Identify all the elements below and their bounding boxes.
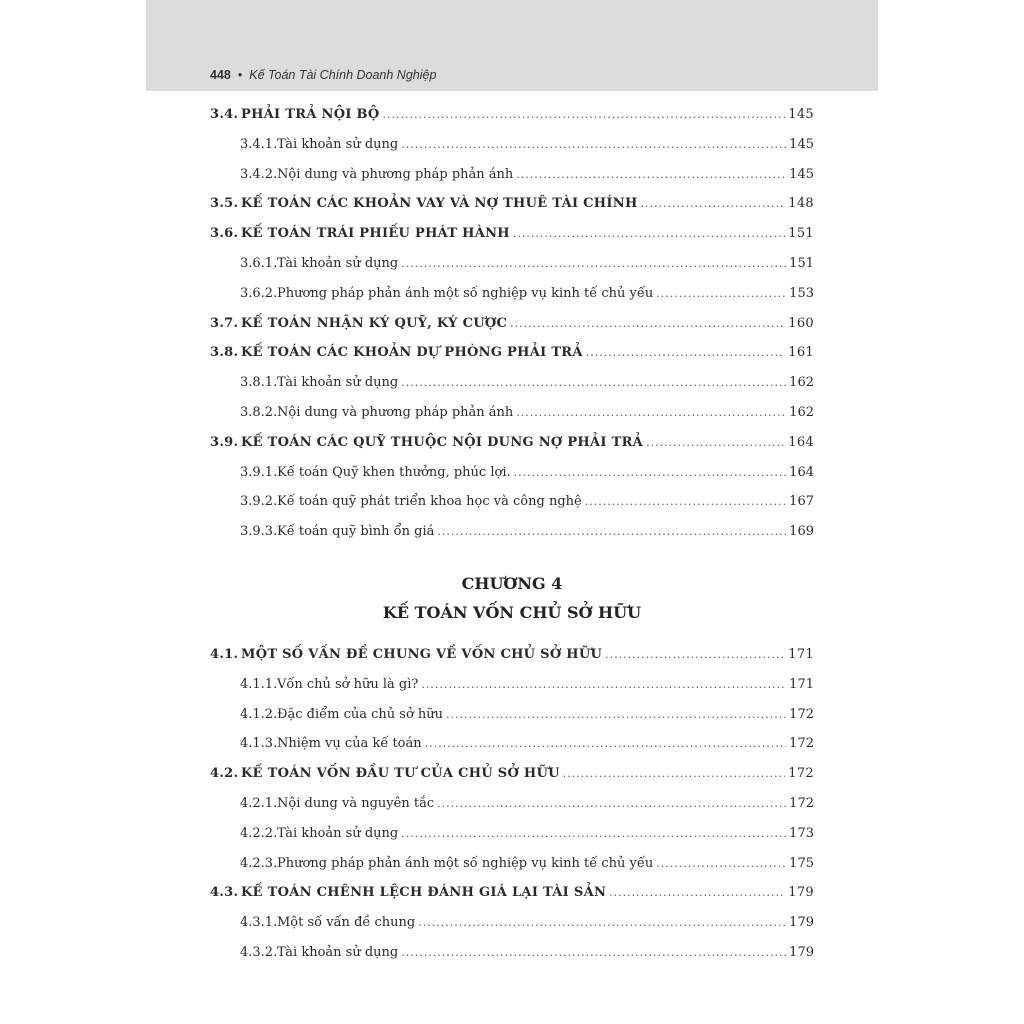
toc-entry-page: 164 (789, 464, 814, 480)
running-header (210, 68, 436, 82)
dot-leader (605, 647, 785, 663)
toc-entry-title: KẾ TOÁN VỐN ĐẦU TƯ CỦA CHỦ SỞ HỮU (241, 766, 560, 782)
toc-entry-number: 3.7. (210, 315, 239, 331)
toc-entry-title: Kế toán quỹ phát triển khoa học và công nghệ (277, 494, 582, 510)
toc-entry-number: 3.6.2. (240, 285, 278, 301)
toc-entry-title: KẾ TOÁN NHẬN KÝ QUỸ, KÝ CƯỢC (241, 315, 508, 331)
toc-section-entry (210, 345, 814, 361)
toc-entry-title: Nội dung và phương pháp phản ánh (277, 405, 514, 420)
toc-entry-title: Tài khoản sử dụng (277, 136, 399, 152)
toc-entry-page: 162 (789, 405, 814, 420)
toc-entry-number: 3.8.1. (240, 375, 278, 391)
toc-entry-number: 4.1.1. (240, 676, 278, 692)
toc-subsection-entry (240, 736, 814, 752)
toc-entry-title: Vốn chủ sở hữu là gì? (277, 676, 419, 692)
toc-subsection-entry (240, 796, 814, 812)
toc-entry-title: KẾ TOÁN CÁC KHOẢN DỰ PHÒNG PHẢI TRẢ (241, 345, 583, 361)
toc-entry-number: 4.3.1. (240, 915, 278, 931)
toc-entry-number: 3.5. (210, 196, 239, 212)
toc-subsection-entry (240, 375, 814, 391)
header-bullet: • (237, 68, 243, 82)
toc-entry-number: 3.9.3. (240, 524, 278, 540)
toc-entry-title: Kế toán Quỹ khen thưởng, phúc lợi. (277, 464, 511, 480)
toc-entry-title: KẾ TOÁN CHÊNH LỆCH ĐÁNH GIÁ LẠI TÀI SẢN (241, 885, 607, 901)
toc-section-entry (210, 316, 814, 332)
toc-entry-page: 169 (789, 524, 814, 540)
toc-entry-number: 4.1. (210, 647, 239, 662)
toc-subsection-entry (240, 137, 814, 153)
toc-entry-page: 171 (788, 647, 814, 662)
toc-entry-page: 172 (788, 766, 814, 782)
toc-entry-number: 3.4. (210, 107, 239, 122)
toc-entry-title: Tài khoản sử dụng (277, 825, 399, 841)
dot-leader (401, 256, 786, 272)
toc-entry-title: KẾ TOÁN CÁC QUỸ THUỘC NỘI DUNG NỢ PHẢI TRẢ (241, 434, 644, 450)
toc-entry-page: 172 (789, 736, 814, 752)
dot-leader (446, 707, 786, 723)
toc-entry-number: 4.3. (210, 885, 239, 901)
toc-entry-number: 4.3.2. (240, 945, 278, 960)
toc-entry-title: KẾ TOÁN CÁC KHOẢN VAY VÀ NỢ THUÊ TÀI CHÍNH (241, 196, 638, 212)
toc-entry-page: 161 (788, 345, 814, 361)
toc-subsection-entry (240, 167, 814, 183)
toc-entry-title: Nội dung và nguyên tắc (277, 796, 435, 811)
toc-entry-number: 3.4.2. (240, 166, 278, 182)
page-header (146, 0, 878, 91)
chapter-title: KẾ TOÁN VỐN CHỦ SỞ HỮU (382, 603, 642, 622)
toc-entry-number: 4.1.2. (240, 706, 278, 722)
toc-entry-number: 3.9.1. (240, 464, 278, 480)
dot-leader (585, 494, 786, 510)
toc-entry-title: Tài khoản sử dụng (277, 945, 399, 960)
toc-subsection-entry (240, 256, 814, 272)
toc-entry-page: 179 (789, 915, 814, 931)
dot-leader (646, 435, 785, 451)
toc-subsection-entry (240, 405, 814, 421)
dot-leader (401, 945, 786, 961)
toc-entry-page: 153 (789, 285, 814, 301)
dot-leader (421, 677, 786, 693)
chapter-label: CHƯƠNG 4 (461, 574, 563, 593)
dot-leader (609, 885, 785, 901)
book-title: Kế Toán Tài Chính Doanh Nghiệp (249, 68, 437, 82)
toc-subsection-entry (240, 524, 814, 540)
toc-entry-page: 175 (789, 855, 814, 871)
toc-subsection-entry (240, 707, 814, 723)
toc-entry-number: 3.9.2. (240, 494, 278, 510)
dot-leader (516, 167, 786, 183)
toc-subsection-entry (240, 826, 814, 842)
toc-entry-page: 179 (788, 885, 814, 901)
toc-entry-number: 3.8. (210, 345, 239, 361)
toc-entry-number: 3.4.1. (240, 136, 278, 152)
dot-leader (516, 405, 786, 421)
dot-leader (437, 796, 786, 812)
dot-leader (514, 465, 787, 481)
toc-entry-number: 3.6.1. (240, 256, 278, 271)
dot-leader (425, 736, 787, 752)
page-number: 448 (210, 68, 231, 82)
toc-section-entry (210, 435, 814, 451)
toc-entry-title: Phương pháp phản ánh một số nghiệp vụ kinh tế chủ yếu (277, 285, 654, 301)
dot-leader (382, 107, 785, 123)
dot-leader (586, 345, 786, 361)
toc-entry-title: Tài khoản sử dụng (277, 375, 399, 391)
toc-entry-number: 4.2.3. (240, 855, 278, 871)
toc-entry-number: 4.1.3. (240, 736, 278, 752)
dot-leader (563, 766, 786, 782)
toc-entry-page: 167 (789, 494, 814, 510)
toc-entry-page: 172 (789, 706, 814, 722)
toc-entry-title: Nội dung và phương pháp phản ánh (277, 166, 514, 182)
toc-entry-page: 164 (788, 434, 814, 450)
toc-subsection-entry (240, 286, 814, 302)
toc-entry-title: KẾ TOÁN TRÁI PHIẾU PHÁT HÀNH (241, 226, 510, 242)
toc-section-entry (210, 196, 814, 212)
toc-entry-title: PHẢI TRẢ NỘI BỘ (241, 107, 380, 122)
toc-section-entry (210, 107, 814, 123)
dot-leader (437, 524, 786, 540)
toc-entry-page: 151 (789, 256, 814, 271)
toc-entry-page: 145 (788, 107, 814, 122)
toc-entry-page: 179 (789, 945, 814, 960)
toc-section-entry (210, 647, 814, 663)
toc-subsection-entry (240, 945, 814, 961)
dot-leader (641, 196, 786, 212)
dot-leader (656, 856, 786, 872)
toc-entry-page: 171 (789, 676, 814, 692)
toc-entry-title: Phương pháp phản ánh một số nghiệp vụ kinh tế chủ yếu (277, 855, 654, 871)
toc-entry-number: 4.2. (210, 766, 239, 782)
toc-entry-page: 162 (789, 375, 814, 391)
toc-entry-title: MỘT SỐ VẤN ĐỀ CHUNG VỀ VỐN CHỦ SỞ HỮU (241, 647, 603, 662)
dot-leader (510, 316, 785, 332)
toc-entry-page: 173 (789, 825, 814, 841)
toc-entry-title: Một số vấn đề chung (277, 915, 416, 931)
toc-entry-page: 145 (789, 136, 814, 152)
toc-entry-page: 145 (789, 166, 814, 182)
toc-section-entry (210, 226, 814, 242)
toc-section-entry (210, 766, 814, 782)
toc-entry-number: 3.9. (210, 434, 239, 450)
toc-subsection-entry (240, 677, 814, 693)
dot-leader (401, 137, 786, 153)
toc-subsection-entry (240, 494, 814, 510)
toc-entry-number: 3.6. (210, 226, 239, 242)
dot-leader (513, 226, 785, 242)
toc-entry-number: 3.8.2. (240, 405, 278, 420)
dot-leader (418, 915, 786, 931)
toc-subsection-entry (240, 915, 814, 931)
toc-entry-title: Kế toán quỹ bình ổn giá (277, 524, 435, 540)
toc-section-entry (210, 885, 814, 901)
toc-subsection-entry (240, 465, 814, 481)
dot-leader (656, 286, 786, 302)
toc-entry-page: 148 (788, 196, 814, 212)
toc-entry-page: 151 (788, 226, 814, 242)
toc-entry-page: 172 (789, 796, 814, 811)
dot-leader (401, 826, 786, 842)
toc-entry-number: 4.2.1. (240, 796, 278, 811)
toc-entry-title: Đặc điểm của chủ sở hữu (277, 706, 444, 722)
toc-entry-number: 4.2.2. (240, 825, 278, 841)
toc-entry-title: Nhiệm vụ của kế toán (277, 736, 422, 752)
toc-entry-title: Tài khoản sử dụng (277, 256, 399, 271)
book-page (146, 0, 878, 1024)
dot-leader (401, 375, 786, 391)
toc-entry-page: 160 (788, 315, 814, 331)
toc-subsection-entry (240, 856, 814, 872)
